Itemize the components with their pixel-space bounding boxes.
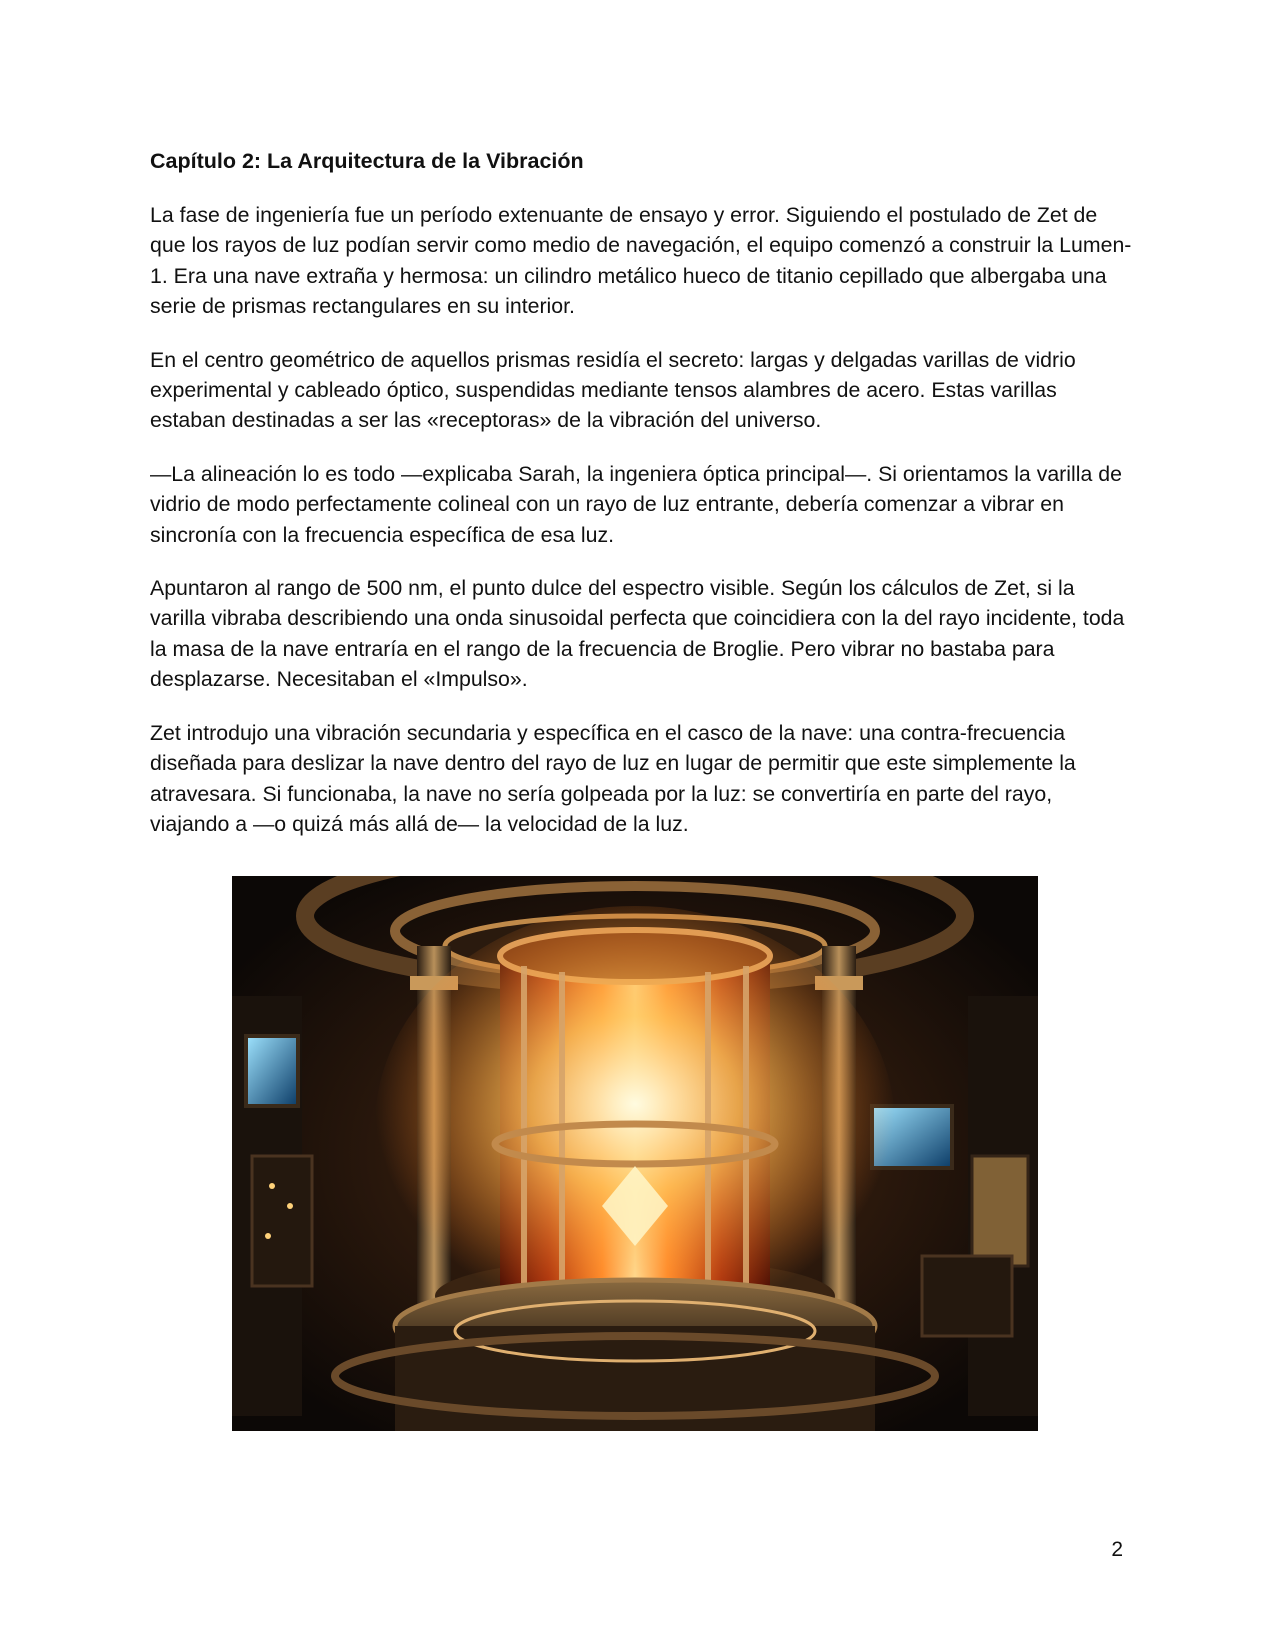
page-number: 2 bbox=[1111, 1538, 1123, 1561]
paragraph-4: Apuntaron al rango de 500 nm, el punto dulce del espectro visible. Según los cálculos de Zet, si la varilla vibraba describiendo una onda sinusoidal perfecta que coincidiera con la del rayo incidente, toda la masa de la nave entraría en el rango de la frecuencia de Broglie. Pero vibrar no bastaba para desplazarse. Necesitaban el «Impulso». bbox=[150, 576, 1125, 692]
reactor-illustration-art bbox=[232, 876, 1038, 1431]
paragraph-3: —La alineación lo es todo —explicaba Sarah, la ingeniera óptica principal—. Si orientamos la varilla de vidrio de modo perfectamente colineal con un rayo de luz entrante, debería comenzar a vibrar en sincronía con la frecuencia específica de esa luz. bbox=[150, 461, 1122, 547]
paragraph-5: Zet introdujo una vibración secundaria y específica en el casco de la nave: una contra-frecuencia diseñada para deslizar la nave dentro del rayo de luz en lugar de permitir que este simplemente la atravesara. Si funcionaba, la nave no sería golpeada por la luz: se convertiría en parte del rayo, viajando a —o quizá más allá de— la velocidad de la luz. bbox=[150, 720, 1076, 836]
page-content bbox=[150, 146, 1132, 862]
chapter-title: Capítulo 2: La Arquitectura de la Vibración bbox=[150, 149, 584, 173]
paragraph-1: La fase de ingeniería fue un período extenuante de ensayo y error. Siguiendo el postulado de Zet de que los rayos de luz podían servir como medio de navegación, el equipo comenzó a construir la Lumen-1. Era una nave extraña y hermosa: un cilindro metálico hueco de titanio cepillado que albergaba una serie de prismas rectangulares en su interior. bbox=[150, 203, 1132, 319]
paragraph-2: En el centro geométrico de aquellos prismas residía el secreto: largas y delgadas varillas de vidrio experimental y cableado óptico, suspendidas mediante tensos alambres de acero. Estas varillas estaban destinadas a ser las «receptoras» de la vibración del universo. bbox=[150, 347, 1076, 433]
reactor-illustration bbox=[232, 876, 1038, 1431]
